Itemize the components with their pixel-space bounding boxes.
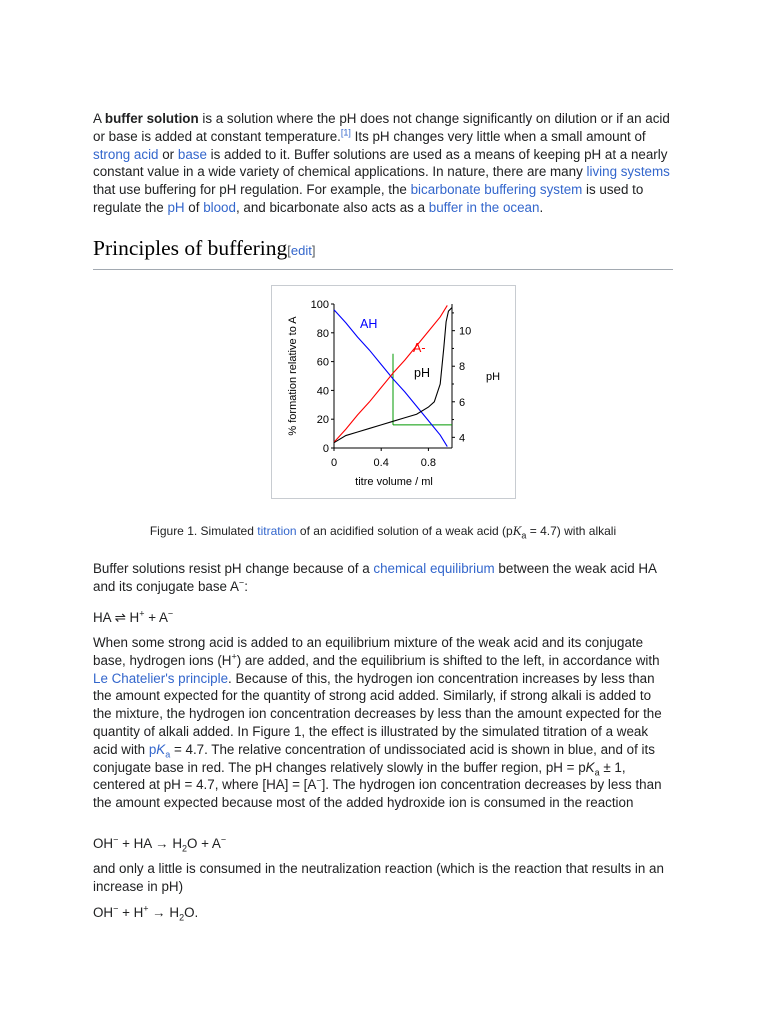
buffer-ocean-link[interactable]: buffer in the ocean (428, 199, 540, 215)
series-label-a: A- (413, 341, 426, 355)
base-link[interactable]: base (177, 146, 207, 162)
y-tick-label-left: 0 (322, 443, 329, 455)
intro-text: . (539, 199, 544, 215)
y-tick-label-right: 6 (459, 396, 466, 409)
y-tick-label-left: 100 (310, 299, 329, 311)
living-systems-link[interactable]: living systems (586, 164, 670, 180)
y-tick-label-right: 8 (459, 361, 466, 374)
intro-text: , and bicarbonate also acts as a (235, 199, 429, 215)
titration-figure[interactable] (271, 285, 516, 499)
buffer-paragraph: When some strong acid is added to an equilibrium mixture of the weak acid and its conjugate base, hydrogen ions (H+) are added, and the equilibrium is shifted to the left, in accordance with Le Chatelier's principle. Because of this, the hydrogen ion concentration increases by less than the amount expected for the quantity of strong acid added. Similarly, if strong alkali is added to the mixture, the hydrogen ion concentration decreases by less than the amount expected for the quantity of alkali added. In Figure 1, the effect is illustrated by the simulated titration of a weak acid with $pK_a = 4.7$. The relative concentration of undissociated acid is shown in blue, and of its conjugate base in red. The pH changes relatively slowly in the buffer region, pH = $pK_a \pm 1$, centered at pH = 4.7, where [HA] = [A−]. The hydrogen ion concentration decreases by less than the amount expected because most of the added hydroxide ion is consumed in the reaction (93, 635, 662, 811)
equilibrium-paragraph: Buffer solutions resist pH change because of a chemical equilibrium between the weak acid HA and its conjugate base A−: (93, 561, 657, 594)
figure-caption: Figure 1. Simulated titration of an acidified solution of a weak acid $(pK_a = 4.7)$ with alkali (149, 523, 617, 541)
strong-acid-link[interactable]: strong acid (93, 146, 159, 162)
edit-section: [edit] (287, 243, 316, 258)
x-tick-label: 0.4 (373, 457, 389, 469)
equation-dissociation: HA ⇌ H+ + A− (93, 608, 174, 625)
x-tick-label: 0 (330, 457, 338, 469)
x-tick-label: 0.8 (420, 457, 437, 469)
equation-neutralization: $OH^- + H^+ \to H_2O$. (93, 903, 199, 923)
ph-link[interactable]: pH (167, 199, 185, 215)
blood-link[interactable]: blood (203, 199, 236, 215)
titration-chart (272, 286, 515, 498)
y-tick-label-left: 20 (316, 414, 329, 427)
intro-text: A (93, 111, 105, 126)
intro-text: or (158, 146, 178, 162)
intro-text: Its pH changes very little when a small amount of (350, 128, 646, 144)
intro-text: is used to regulate the (93, 182, 644, 215)
intro-text: of (184, 199, 204, 215)
intro-paragraph (93, 110, 673, 217)
intro-text: that use buffering for pH regulation. For example, the (93, 182, 411, 198)
y-tick-label-left: 80 (316, 327, 329, 340)
intro-text: is added to it. Buffer solutions are used as a means of keeping pH at a nearly constant value in a wide variety of chemical applications. In nature, there are many (93, 146, 668, 180)
edit-link[interactable]: edit (290, 243, 312, 258)
reference-link[interactable]: [1] (340, 127, 351, 138)
equation-hydroxide-acid: OH− + HA → $H_2O + A^-$ (93, 834, 227, 854)
intro-term: buffer solution (104, 111, 199, 126)
x-axis-title: titre volume / ml (355, 476, 433, 488)
y-tick-label-left: 60 (316, 356, 329, 369)
series-label-ph: pH (414, 366, 430, 380)
bicarbonate-buffering-link[interactable]: bicarbonate buffering system (410, 182, 583, 198)
y-tick-label-right: 10 (459, 325, 472, 338)
y-tick-label-right: 4 (459, 432, 466, 445)
section-title: Principles of buffering (93, 236, 288, 260)
chemical-equilibrium-link[interactable]: chemical equilibrium (373, 561, 495, 576)
y-axis-right-title: pH (486, 371, 501, 383)
y-tick-label-left: 40 (316, 385, 329, 398)
series-label-ah: AH (360, 317, 378, 331)
pka-link[interactable]: $pK_a$ (148, 741, 171, 760)
section-heading (93, 236, 673, 270)
y-axis-left-title: % formation relative to A (287, 316, 299, 436)
intro-text: is a solution where the pH does not change significantly on dilution or if an acid or base is added at constant temperature. (93, 111, 670, 144)
titration-link[interactable]: titration (257, 524, 297, 538)
series-ah-line (334, 310, 447, 447)
neutralization-paragraph: and only a little is consumed in the neutralization reaction (which is the reaction that results in an increase in pH) (93, 861, 664, 894)
le-chatelier-link[interactable]: Le Chatelier's principle (93, 670, 229, 686)
